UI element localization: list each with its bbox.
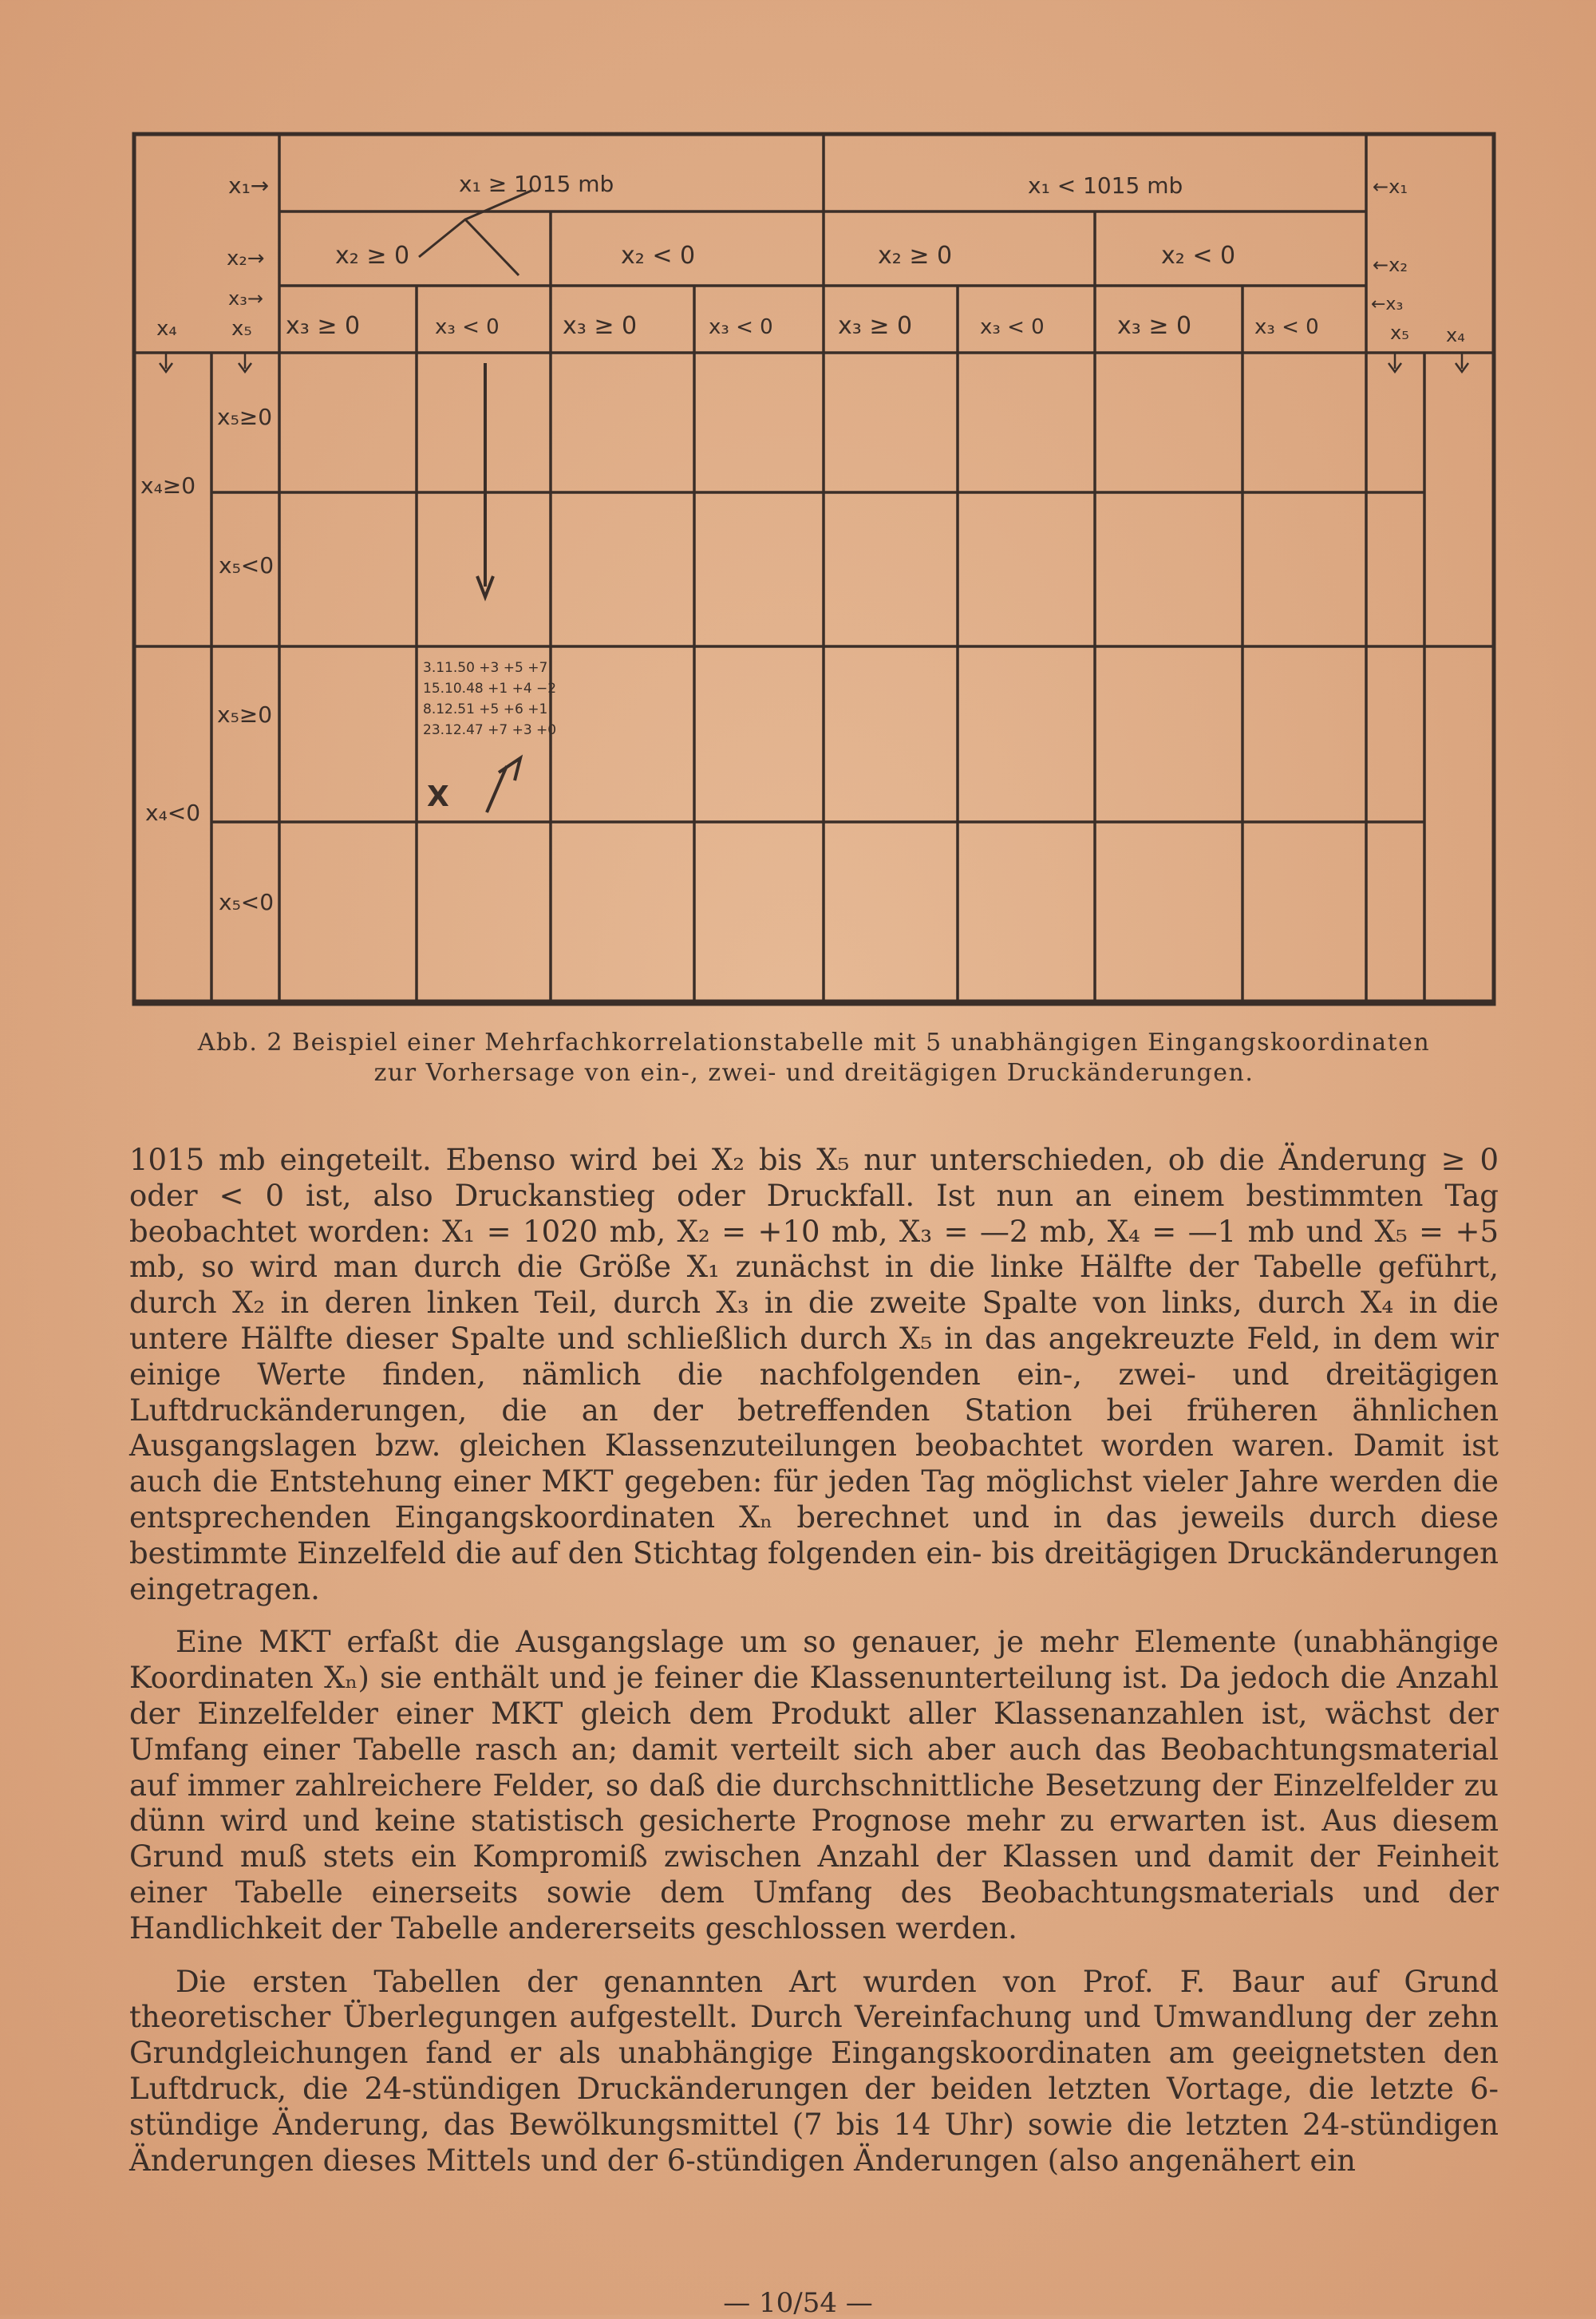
x2-group-1: x₂ ≥ 0 [335,242,410,270]
correlation-table-figure [0,0,1596,1029]
x3-left-marker: x₃→ [228,287,263,310]
paragraph-2: Eine MKT erfaßt die Ausgangslage um so genauer, je mehr Elemente (unabhängige Koordinaten Xₙ) sie enthält und je feiner die Klassenunterteilung ist. Da jedoch die Anzahl der Einzelfelder einer MKT gleich dem Produkt aller Klassenanzahlen ist, wächst der Umfang einer Tabelle rasch an; damit verteilt sich aber auch das Beobachtungsmaterial auf immer zahlreichere Felder, so daß die durchschnittliche Besetzung der Einzelfelder zu dünn wird und keine statistisch gesicherte Prognose mehr zu erwarten ist. Aus diesem Grund muß stets ein Kompromiß zwischen Anzahl der Klassen und damit der Feinheit einer Tabelle einerseits sowie dem Umfang des Beobachtungsmaterials und der Handlichkeit der Tabelle andererseits geschlossen werden. [129,1625,1499,1946]
x2-group-3: x₂ ≥ 0 [878,242,953,270]
x3-col-6: x₃ < 0 [980,315,1045,339]
row-x4-lt: x₄<0 [145,800,201,826]
paragraph-1: 1015 mb eingeteilt. Ebenso wird bei X₂ bis X₅ nur unterschieden, ob die Änderung ≥ 0 oder < 0 ist, also Druckanstieg oder Druckfall. Ist nun an einem bestimmten Tag beobachtet worden: X₁ = 1020 mb, X₂ = +10 mb, X₃ = —2 mb, X₄ = —1 mb und X₅ = +5 mb, so wird man durch die Größe X₁ zunächst in die linke Hälfte der Tabelle geführt, durch X₂ in deren linken Teil, durch X₃ in die zweite Spalte von links, durch X₄ in die untere Hälfte dieser Spalte und schließlich durch X₅ in das angekreuzte Feld, in dem wir einige Werte finden, nämlich die nachfolgenden ein-, zwei- und dreitägigen Luftdruckänderungen, die an der betreffenden Station bei früheren ähnlichen Ausgangslagen bzw. gleichen Klassenzuteilungen beobachtet worden waren. Damit ist auch die Entstehung einer MKT gegeben: für jeden Tag möglichst vieler Jahre werden die entsprechenden Eingangskoordinaten Xₙ berechnet und in das jeweils durch diese bestimmte Einzelfeld die auf den Stichtag folgenden ein- bis dreitägigen Druckänderungen eingetragen. [129,1143,1499,1606]
paragraph-3: Die ersten Tabellen der genannten Art wurden von Prof. F. Baur auf Grund theoretischer Überlegungen aufgestellt. Durch Vereinfachung und Umwandlung der zehn Grundgleichungen fand er als unabhängige Eingangskoordinaten am geeignetsten den Luftdruck, die 24-stündigen Druckänderungen der beiden letzten Vortage, die letzte 6-stündige Änderung, das Bewölkungsmittel (7 bis 14 Uhr) sowie die letzten 24-stündigen Änderungen dieses Mittels und der 6-stündigen Änderungen (also angenähert ein [129,1964,1499,2178]
x1-ge-label: x₁ ≥ 1015 mb [459,171,614,197]
x5-right-header: x₅ [1390,322,1409,344]
x3-col-2: x₃ < 0 [435,315,500,339]
x2-group-4: x₂ < 0 [1161,242,1236,270]
figure-caption [120,1028,1508,1088]
x3-col-5: x₃ ≥ 0 [838,312,913,340]
x4-right-header: x₄ [1446,324,1465,346]
x1-left-marker: x₁→ [228,172,270,199]
sample-entry-4: 23.12.47 +7 +3 +0 [423,722,557,738]
row-x4-ge: x₄≥0 [140,472,196,499]
x5-left-header: x₅ [231,317,252,341]
x2-right-marker: ←x₂ [1373,254,1408,276]
x4-left-header: x₄ [156,317,177,341]
cross-mark: X [427,780,449,813]
x3-col-8: x₃ < 0 [1254,315,1319,339]
x2-group-2: x₂ < 0 [621,242,696,270]
x3-col-7: x₃ ≥ 0 [1117,312,1192,340]
row-x5-label-1: x₅≥0 [217,404,273,430]
x3-col-3: x₃ ≥ 0 [563,312,638,340]
sample-entry-1: 3.11.50 +3 +5 +7 [423,660,548,676]
caption-line-2: zur Vorhersage von ein-, zwei- und dreitägigen Druckänderungen. [373,1059,1254,1087]
x2-left-marker: x₂→ [227,247,265,271]
x3-col-4: x₃ < 0 [709,315,773,339]
x1-right-marker: ←x₁ [1373,176,1408,198]
page-number: — 10/54 — [723,2287,873,2319]
row-x5-label-2: x₅<0 [219,552,275,579]
x1-lt-label: x₁ < 1015 mb [1028,172,1183,199]
sample-entry-3: 8.12.51 +5 +6 +1 [423,701,548,717]
caption-line-1: Abb. 2 Beispiel einer Mehrfachkorrelationstabelle mit 5 unabhängigen Eingangskoordinaten [197,1029,1431,1057]
x3-right-marker: ←x₃ [1371,294,1404,314]
sample-entry-2: 15.10.48 +1 +4 −2 [423,681,557,697]
row-x5-label-4: x₅<0 [219,889,275,915]
row-x5-label-3: x₅≥0 [217,701,273,728]
x3-col-1: x₃ ≥ 0 [286,312,361,340]
body-text [129,1143,1499,2179]
